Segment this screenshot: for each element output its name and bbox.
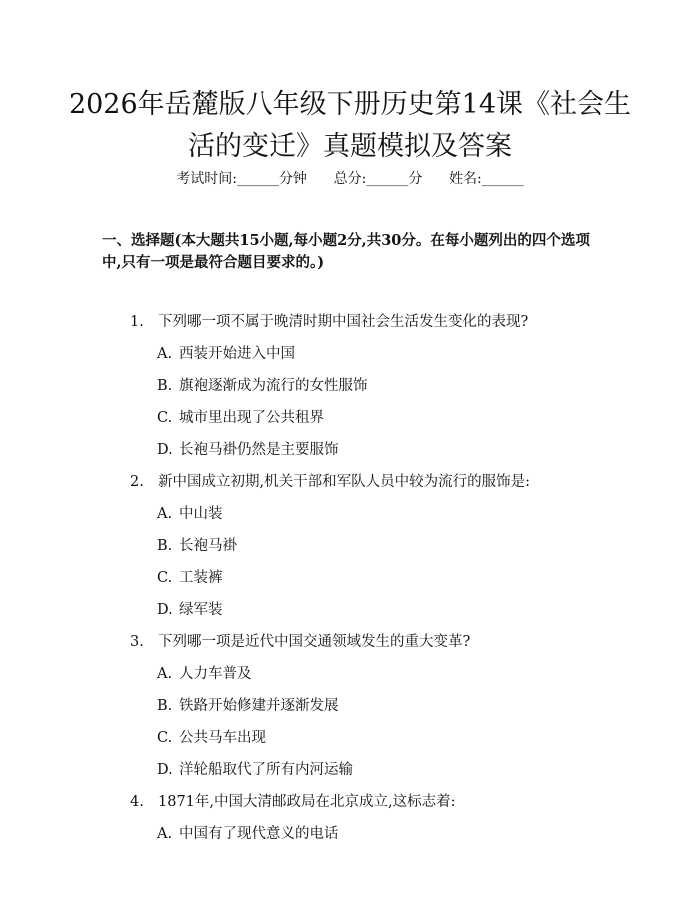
name-blank: ______ <box>481 171 524 187</box>
question-text: 下列哪一项不属于晚清时期中国社会生活发生变化的表现? <box>158 314 529 330</box>
question-4 <box>130 790 456 811</box>
option-letter: C. <box>157 410 173 426</box>
option-text: 长袍马褂 <box>179 538 237 554</box>
option-text: 西装开始进入中国 <box>179 346 295 362</box>
time-unit: 分钟 <box>278 171 307 187</box>
section-heading: 一、选择题(本大题共15小题,每小题2分,共30分。在每小题列出的四个选项中,只有一项是最符合题目要求的。) <box>102 232 590 271</box>
question-3 <box>130 630 470 651</box>
question-1 <box>130 310 528 331</box>
score-blank: ______ <box>366 171 409 187</box>
question-number: 2. <box>130 474 144 490</box>
option-2b <box>157 534 237 555</box>
question-text: 1871年,中国大清邮政局在北京成立,这标志着: <box>158 794 456 810</box>
score-unit: 分 <box>408 171 423 187</box>
question-number: 3. <box>130 634 144 650</box>
option-text: 工装裤 <box>179 570 223 586</box>
option-text: 旗袍逐渐成为流行的女性服饰 <box>179 378 368 394</box>
option-letter: D. <box>157 762 173 778</box>
option-letter: A. <box>157 346 173 362</box>
document-title: 2026年岳麓版八年级下册历史第14课《社会生活的变迁》真题模拟及答案 <box>68 89 632 162</box>
option-text: 中山装 <box>179 506 223 522</box>
option-4a <box>157 822 339 843</box>
option-text: 人力车普及 <box>179 666 252 682</box>
option-text: 长袍马褂仍然是主要服饰 <box>179 442 339 458</box>
option-text: 洋轮船取代了所有内河运输 <box>179 762 353 778</box>
option-3b <box>157 694 339 715</box>
option-3c <box>157 726 266 747</box>
score-label: 总分: <box>333 171 367 187</box>
option-2c <box>157 566 223 587</box>
option-1b <box>157 374 368 395</box>
question-number: 1. <box>130 314 144 330</box>
option-letter: D. <box>157 602 173 618</box>
option-1a <box>157 342 295 363</box>
question-text: 下列哪一项是近代中国交通领域发生的重大变革? <box>158 634 471 650</box>
option-text: 城市里出现了公共租界 <box>179 410 324 426</box>
option-letter: D. <box>157 442 173 458</box>
option-text: 公共马车出现 <box>179 730 266 746</box>
option-text: 绿军装 <box>179 602 223 618</box>
question-number: 4. <box>130 794 144 810</box>
option-text: 中国有了现代意义的电话 <box>179 826 339 842</box>
exam-meta-line <box>0 168 700 188</box>
time-blank: ______ <box>236 171 279 187</box>
option-letter: A. <box>157 826 173 842</box>
option-3d <box>157 758 353 779</box>
question-2 <box>130 470 530 491</box>
option-letter: C. <box>157 730 173 746</box>
option-letter: B. <box>157 538 173 554</box>
option-letter: A. <box>157 666 173 682</box>
option-text: 铁路开始修建并逐渐发展 <box>179 698 339 714</box>
option-letter: B. <box>157 698 173 714</box>
option-1c <box>157 406 324 427</box>
option-3a <box>157 662 252 683</box>
option-letter: B. <box>157 378 173 394</box>
option-letter: A. <box>157 506 173 522</box>
option-2d <box>157 598 223 619</box>
question-text: 新中国成立初期,机关干部和军队人员中较为流行的服饰是: <box>158 474 530 490</box>
option-1d <box>157 438 339 459</box>
name-label: 姓名: <box>449 171 482 187</box>
option-letter: C. <box>157 570 173 586</box>
time-label: 考试时间: <box>176 171 237 187</box>
option-2a <box>157 502 223 523</box>
